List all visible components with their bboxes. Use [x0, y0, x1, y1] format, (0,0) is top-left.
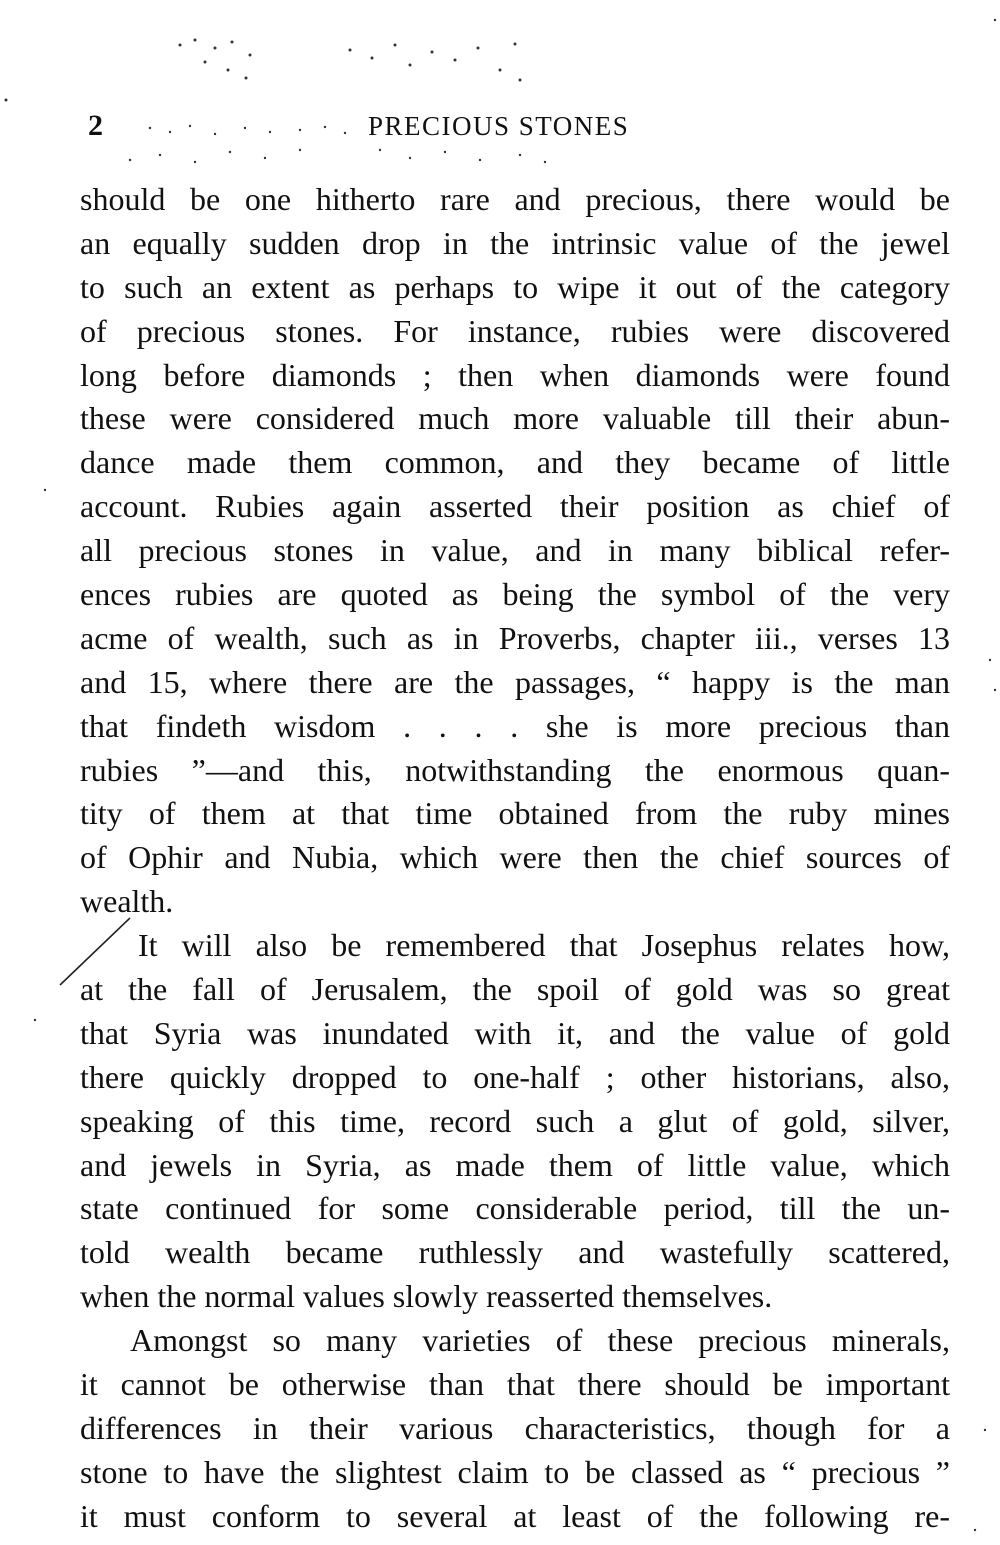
text-line: ences rubies are quoted as being the symbol of the very [80, 576, 950, 613]
text-line: and 15, where there are the passages, “ happy is the man [80, 663, 950, 700]
page-header [88, 106, 948, 146]
page-number: 2 [88, 109, 103, 142]
text-line: all precious stones in value, and in many biblical refer- [80, 532, 950, 569]
text-line: account. Rubies again asserted their position as chief of [80, 488, 950, 525]
text-line: tity of them at that time obtained from the ruby mines [80, 795, 950, 832]
text-line: there quickly dropped to one-half ; other historians, also, [80, 1058, 950, 1095]
text-line: state continued for some considerable period, till the un- [80, 1190, 950, 1227]
text-line: that Syria was inundated with it, and the value of gold [80, 1014, 950, 1051]
text-line: told wealth became ruthlessly and wastefully scattered, [80, 1234, 950, 1271]
text-line: these were considered much more valuable till their abun- [80, 400, 950, 437]
paragraph-start-line: It will also be remembered that Josephus relates how, [138, 927, 950, 964]
text-line: and jewels in Syria, as made them of little value, which [80, 1146, 950, 1183]
text-line: an equally sudden drop in the intrinsic value of the jewel [80, 224, 950, 261]
text-line: it cannot be otherwise than that there should be important [80, 1366, 950, 1403]
text-line: when the normal values slowly reasserted themselves. [80, 1278, 773, 1315]
text-line: of Ophir and Nubia, which were then the chief sources of [80, 839, 950, 876]
running-head: PRECIOUS STONES [368, 111, 630, 141]
text-line: differences in their various characteristics, though for a [80, 1409, 950, 1446]
text-line: wealth. [80, 883, 174, 920]
text-line: speaking of this time, record such a glut of gold, silver, [80, 1102, 950, 1139]
text-line: should be one hitherto rare and precious, there would be [80, 181, 950, 217]
text-line: long before diamonds ; then when diamonds were found [80, 356, 950, 393]
text-line: to such an extent as perhaps to wipe it out of the category [80, 268, 950, 305]
text-line: rubies ”—and this, notwithstanding the enormous quan- [80, 751, 950, 788]
text-line: acme of wealth, such as in Proverbs, chapter iii., verses 13 [80, 619, 950, 656]
body-text [80, 178, 950, 1539]
text-line: dance made them common, and they became of little [80, 444, 950, 481]
text-line: at the fall of Jerusalem, the spoil of gold was so great [80, 971, 950, 1008]
text-line: stone to have the slightest claim to be classed as “ precious ” [80, 1453, 950, 1490]
text-line: that findeth wisdom . . . . she is more precious than [80, 707, 950, 744]
paragraph-start-line: Amongst so many varieties of these precious minerals, [130, 1322, 950, 1359]
text-line: it must conform to several at least of the following re- [80, 1497, 950, 1534]
text-line: of precious stones. For instance, rubies were discovered [80, 312, 950, 349]
